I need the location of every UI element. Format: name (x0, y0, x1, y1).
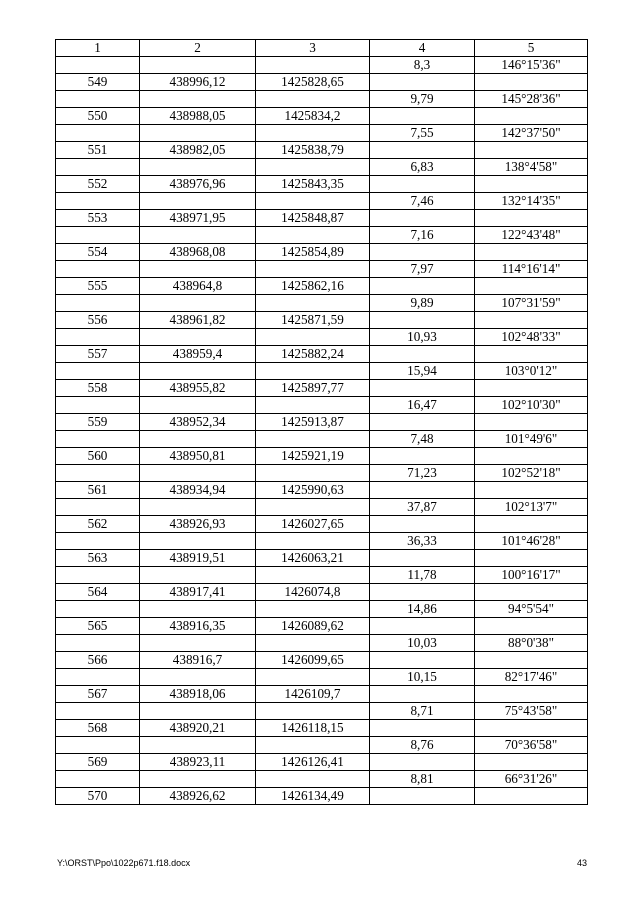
table-cell (256, 193, 370, 210)
table-cell: 1426134,49 (256, 788, 370, 805)
table-cell: 551 (56, 142, 140, 159)
table-cell: 438996,12 (140, 74, 256, 91)
table-cell: 438976,96 (140, 176, 256, 193)
table-cell (370, 584, 475, 601)
footer-file-path: Y:\ORST\Ppo\1022p671.f18.docx (57, 858, 191, 868)
table-cell (56, 57, 140, 74)
table-cell: 146°15'36" (475, 57, 588, 74)
table-cell: 438952,34 (140, 414, 256, 431)
table-cell (370, 244, 475, 261)
table-cell: 70°36'58" (475, 737, 588, 754)
table-cell: 94°5'54" (475, 601, 588, 618)
table-cell: 555 (56, 278, 140, 295)
table-cell: 10,15 (370, 669, 475, 686)
table-cell: 138°4'58" (475, 159, 588, 176)
table-row (56, 550, 588, 567)
table-row (56, 108, 588, 125)
table-cell: 567 (56, 686, 140, 703)
table-cell: 7,55 (370, 125, 475, 142)
table-cell: 553 (56, 210, 140, 227)
table-cell (56, 771, 140, 788)
footer-page-number: 43 (576, 858, 587, 868)
table-cell: 438919,51 (140, 550, 256, 567)
coordinates-table (55, 39, 588, 805)
table-cell: 438918,06 (140, 686, 256, 703)
table-cell: 1425882,24 (256, 346, 370, 363)
table-cell: 569 (56, 754, 140, 771)
table-cell (370, 516, 475, 533)
table-row (56, 312, 588, 329)
table-cell (370, 74, 475, 91)
table-cell (140, 159, 256, 176)
table-cell: 568 (56, 720, 140, 737)
table-row (56, 720, 588, 737)
table-cell: 438968,08 (140, 244, 256, 261)
header-cell: 5 (475, 40, 588, 57)
table-cell (56, 431, 140, 448)
table-row (56, 652, 588, 669)
table-cell: 438926,93 (140, 516, 256, 533)
table-cell (140, 261, 256, 278)
table-cell: 438926,62 (140, 788, 256, 805)
table-cell (256, 703, 370, 720)
table-cell: 145°28'36" (475, 91, 588, 108)
table-row (56, 295, 588, 312)
table-cell (56, 159, 140, 176)
table-cell (475, 312, 588, 329)
table-row (56, 601, 588, 618)
table-cell: 10,03 (370, 635, 475, 652)
table-cell (140, 295, 256, 312)
table-row (56, 584, 588, 601)
table-cell: 1426089,62 (256, 618, 370, 635)
table-cell: 142°37'50" (475, 125, 588, 142)
table-row (56, 193, 588, 210)
table-cell: 102°48'33" (475, 329, 588, 346)
table-cell: 9,79 (370, 91, 475, 108)
table-cell: 14,86 (370, 601, 475, 618)
table-cell: 438955,82 (140, 380, 256, 397)
table-cell (56, 329, 140, 346)
table-cell: 71,23 (370, 465, 475, 482)
table-cell (56, 91, 140, 108)
table-cell: 101°46'28" (475, 533, 588, 550)
table-cell (56, 601, 140, 618)
table-cell: 1425871,59 (256, 312, 370, 329)
table-cell: 132°14'35" (475, 193, 588, 210)
table-row (56, 465, 588, 482)
table-cell (370, 346, 475, 363)
table-cell (256, 737, 370, 754)
table-cell (475, 414, 588, 431)
table-row (56, 278, 588, 295)
table-row (56, 227, 588, 244)
table-cell (56, 193, 140, 210)
table-row (56, 482, 588, 499)
table-cell: 100°16'17" (475, 567, 588, 584)
table-cell: 438964,8 (140, 278, 256, 295)
table-cell (370, 652, 475, 669)
table-row (56, 380, 588, 397)
table-row (56, 91, 588, 108)
table-cell (140, 193, 256, 210)
table-cell (370, 210, 475, 227)
table-cell (475, 482, 588, 499)
table-cell: 438971,95 (140, 210, 256, 227)
table-cell: 438916,35 (140, 618, 256, 635)
table-cell (56, 567, 140, 584)
table-cell: 37,87 (370, 499, 475, 516)
table-cell: 550 (56, 108, 140, 125)
table-cell (475, 142, 588, 159)
table-cell (256, 669, 370, 686)
table-row (56, 414, 588, 431)
table-row (56, 567, 588, 584)
header-cell: 3 (256, 40, 370, 57)
table-cell: 564 (56, 584, 140, 601)
table-cell (370, 278, 475, 295)
table-cell (256, 227, 370, 244)
header-cell: 4 (370, 40, 475, 57)
table-cell (475, 720, 588, 737)
table-cell (475, 584, 588, 601)
table-cell: 438961,82 (140, 312, 256, 329)
table-cell: 8,71 (370, 703, 475, 720)
table-cell: 8,81 (370, 771, 475, 788)
table-cell: 7,46 (370, 193, 475, 210)
table-cell: 552 (56, 176, 140, 193)
table-cell (140, 465, 256, 482)
table-row (56, 57, 588, 74)
table-cell: 554 (56, 244, 140, 261)
table-cell (475, 244, 588, 261)
table-cell: 1426126,41 (256, 754, 370, 771)
table-row (56, 516, 588, 533)
table-cell: 1426027,65 (256, 516, 370, 533)
table-cell: 438916,7 (140, 652, 256, 669)
table-cell (256, 601, 370, 618)
table-cell (140, 227, 256, 244)
table-cell (140, 431, 256, 448)
table-cell: 82°17'46" (475, 669, 588, 686)
table-row (56, 210, 588, 227)
table-cell (140, 533, 256, 550)
table-cell: 556 (56, 312, 140, 329)
table-cell: 1425862,16 (256, 278, 370, 295)
table-cell (256, 465, 370, 482)
table-cell (475, 550, 588, 567)
table-row (56, 261, 588, 278)
table-cell (370, 176, 475, 193)
table-cell: 438982,05 (140, 142, 256, 159)
table-cell: 1426099,65 (256, 652, 370, 669)
table-cell (140, 635, 256, 652)
table-cell (370, 720, 475, 737)
table-cell: 6,83 (370, 159, 475, 176)
table-row (56, 618, 588, 635)
table-row (56, 533, 588, 550)
table-cell: 11,78 (370, 567, 475, 584)
table-row (56, 448, 588, 465)
table-cell (475, 618, 588, 635)
table-row (56, 771, 588, 788)
table-cell: 438988,05 (140, 108, 256, 125)
table-cell: 438920,21 (140, 720, 256, 737)
table-cell (256, 295, 370, 312)
table-cell: 103°0'12" (475, 363, 588, 380)
table-row (56, 703, 588, 720)
table-cell: 1425913,87 (256, 414, 370, 431)
table-cell: 16,47 (370, 397, 475, 414)
table-cell: 562 (56, 516, 140, 533)
table-cell: 101°49'6" (475, 431, 588, 448)
table-cell (56, 669, 140, 686)
table-cell: 107°31'59" (475, 295, 588, 312)
header-cell: 2 (140, 40, 256, 57)
table-cell (56, 533, 140, 550)
table-cell (140, 499, 256, 516)
table-cell: 557 (56, 346, 140, 363)
table-cell (56, 261, 140, 278)
table-cell: 438950,81 (140, 448, 256, 465)
table-cell (475, 754, 588, 771)
table-row (56, 329, 588, 346)
table-row (56, 737, 588, 754)
table-cell (370, 618, 475, 635)
table-cell (140, 91, 256, 108)
table-cell (56, 125, 140, 142)
table-cell (140, 601, 256, 618)
table-row (56, 142, 588, 159)
table-cell: 1426109,7 (256, 686, 370, 703)
table-cell (370, 482, 475, 499)
table-cell (370, 754, 475, 771)
table-cell (256, 533, 370, 550)
table-row (56, 431, 588, 448)
table-cell (256, 397, 370, 414)
table-cell (475, 788, 588, 805)
table-cell (56, 363, 140, 380)
table-cell (56, 227, 140, 244)
table-cell: 75°43'58" (475, 703, 588, 720)
table-cell (256, 159, 370, 176)
table-cell (370, 414, 475, 431)
table-cell: 558 (56, 380, 140, 397)
table-cell: 7,48 (370, 431, 475, 448)
table-cell (140, 329, 256, 346)
table-cell: 102°13'7" (475, 499, 588, 516)
table-cell (56, 465, 140, 482)
table-cell (140, 57, 256, 74)
table-cell: 559 (56, 414, 140, 431)
table-cell: 102°52'18" (475, 465, 588, 482)
table-cell (475, 176, 588, 193)
table-cell: 1425828,65 (256, 74, 370, 91)
table-cell (56, 295, 140, 312)
table-cell (256, 567, 370, 584)
table-cell (256, 91, 370, 108)
table-cell: 561 (56, 482, 140, 499)
table-cell: 560 (56, 448, 140, 465)
table-cell (140, 363, 256, 380)
table-row (56, 635, 588, 652)
table-cell (475, 108, 588, 125)
table-cell (56, 635, 140, 652)
table-cell (256, 125, 370, 142)
table-cell: 565 (56, 618, 140, 635)
table-cell: 1425834,2 (256, 108, 370, 125)
table-cell: 7,16 (370, 227, 475, 244)
table-cell: 1426063,21 (256, 550, 370, 567)
table-row (56, 244, 588, 261)
table-cell: 88°0'38" (475, 635, 588, 652)
table-row (56, 754, 588, 771)
table-cell (256, 635, 370, 652)
table-cell: 1425897,77 (256, 380, 370, 397)
table-cell (475, 278, 588, 295)
table-cell: 7,97 (370, 261, 475, 278)
table-cell: 563 (56, 550, 140, 567)
table-cell (56, 397, 140, 414)
table-cell (140, 567, 256, 584)
table-cell: 438959,4 (140, 346, 256, 363)
header-cell: 1 (56, 40, 140, 57)
table-cell (140, 737, 256, 754)
table-cell (475, 380, 588, 397)
table-cell: 438923,11 (140, 754, 256, 771)
table-cell: 1425854,89 (256, 244, 370, 261)
table-cell: 36,33 (370, 533, 475, 550)
table-row (56, 125, 588, 142)
table-cell (140, 703, 256, 720)
table-cell (475, 210, 588, 227)
table-row (56, 397, 588, 414)
table-cell: 1426074,8 (256, 584, 370, 601)
table-row (56, 669, 588, 686)
table-cell: 1426118,15 (256, 720, 370, 737)
table-row (56, 74, 588, 91)
table-cell (475, 652, 588, 669)
table-cell (56, 703, 140, 720)
table-cell: 15,94 (370, 363, 475, 380)
table-cell (370, 108, 475, 125)
table-cell (370, 380, 475, 397)
table-row (56, 686, 588, 703)
table-cell (370, 448, 475, 465)
table-cell (370, 550, 475, 567)
table-row (56, 176, 588, 193)
table-cell: 438917,41 (140, 584, 256, 601)
table-cell (140, 669, 256, 686)
table-row (56, 788, 588, 805)
table-cell: 566 (56, 652, 140, 669)
table-cell (475, 346, 588, 363)
table-cell (256, 771, 370, 788)
table-cell (475, 448, 588, 465)
table-header-row (56, 40, 588, 57)
table-cell (256, 499, 370, 516)
table-cell (370, 788, 475, 805)
table-cell: 8,3 (370, 57, 475, 74)
table-cell: 122°43'48" (475, 227, 588, 244)
table-cell: 1425990,63 (256, 482, 370, 499)
table-row (56, 159, 588, 176)
table-cell (370, 312, 475, 329)
table-cell: 1425843,35 (256, 176, 370, 193)
table-cell (56, 737, 140, 754)
table-cell (475, 516, 588, 533)
table-cell (370, 686, 475, 703)
table-cell: 66°31'26" (475, 771, 588, 788)
table-cell (256, 431, 370, 448)
table-cell (256, 329, 370, 346)
table-cell (256, 57, 370, 74)
table-cell (56, 499, 140, 516)
table-cell: 438934,94 (140, 482, 256, 499)
table-cell: 8,76 (370, 737, 475, 754)
coordinates-table-body (56, 40, 588, 805)
table-row (56, 363, 588, 380)
table-cell (140, 771, 256, 788)
table-cell: 9,89 (370, 295, 475, 312)
table-cell: 1425848,87 (256, 210, 370, 227)
table-cell: 570 (56, 788, 140, 805)
table-cell: 1425921,19 (256, 448, 370, 465)
table-cell: 10,93 (370, 329, 475, 346)
table-cell: 1425838,79 (256, 142, 370, 159)
table-cell: 114°16'14" (475, 261, 588, 278)
table-cell (475, 74, 588, 91)
table-cell (256, 261, 370, 278)
table-cell (140, 397, 256, 414)
table-cell (140, 125, 256, 142)
table-row (56, 499, 588, 516)
table-row (56, 346, 588, 363)
table-cell (475, 686, 588, 703)
table-cell (256, 363, 370, 380)
table-cell (370, 142, 475, 159)
table-cell: 102°10'30" (475, 397, 588, 414)
table-cell: 549 (56, 74, 140, 91)
